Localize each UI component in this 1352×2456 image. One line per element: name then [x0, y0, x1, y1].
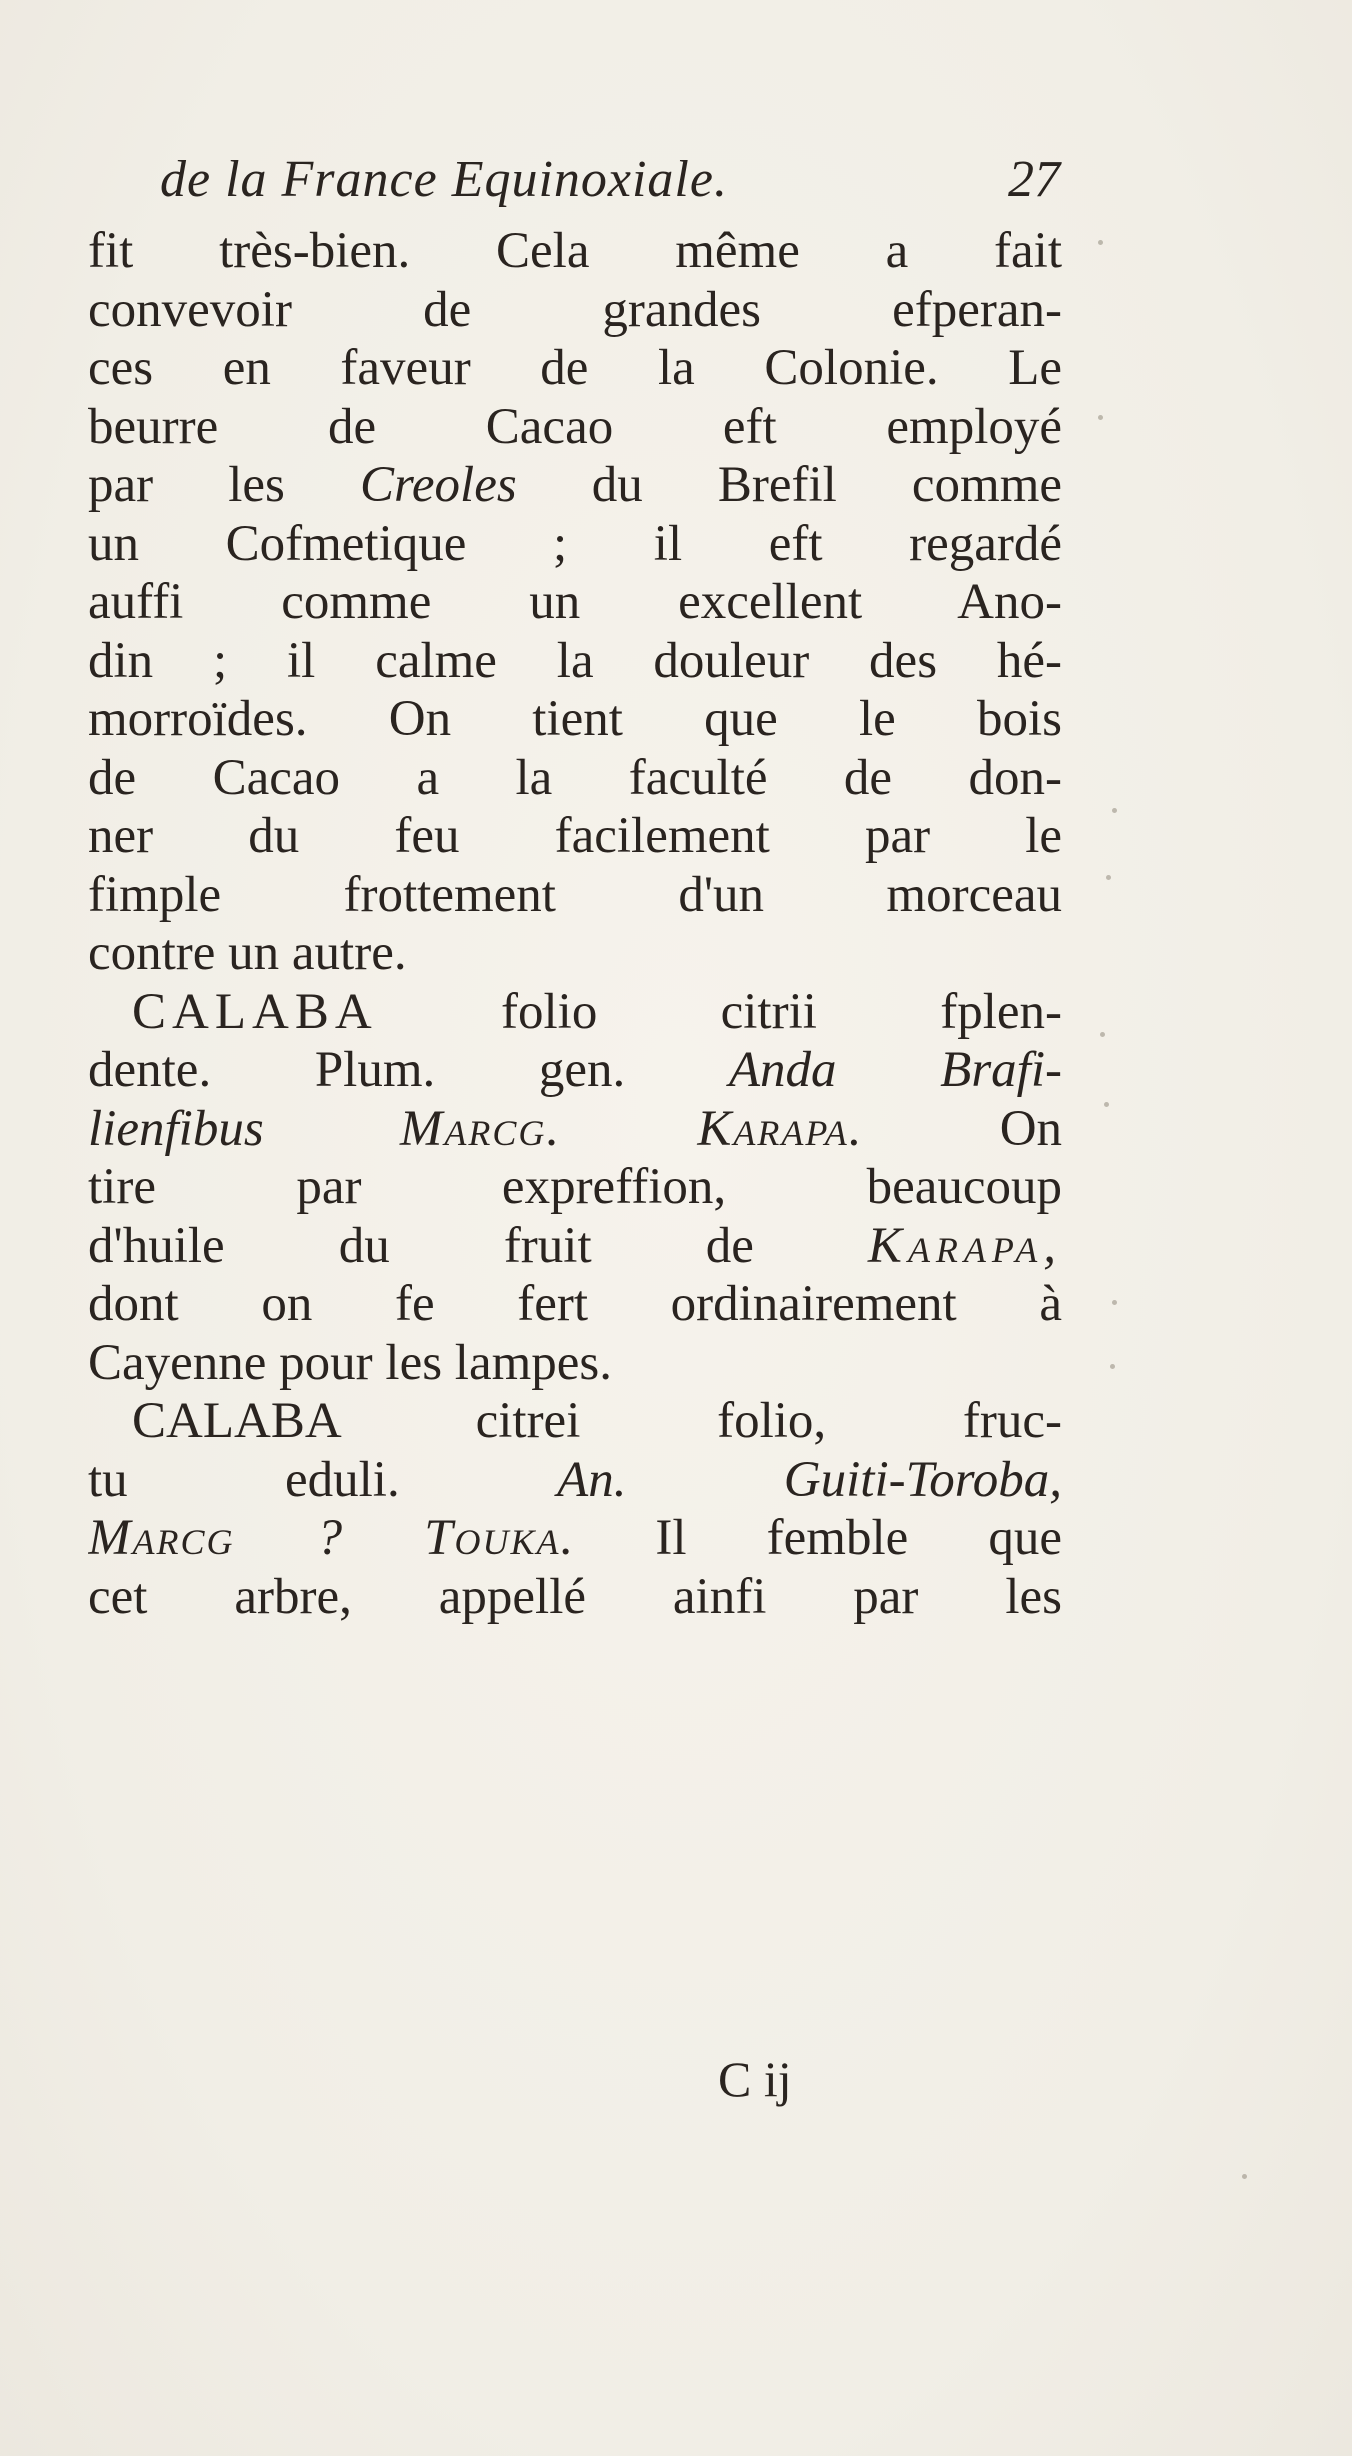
text-line: fit très-bien. Cela même a fait	[88, 223, 1062, 279]
paper-speck	[1100, 1032, 1105, 1037]
paper-speck	[1098, 240, 1103, 245]
author-name: Marcg ?	[88, 1510, 345, 1566]
paper-speck	[1098, 415, 1103, 420]
italic-term: Guiti-Toroba,	[783, 1451, 1062, 1508]
italic-term: Karapa,	[867, 1217, 1062, 1274]
text-line: fimple frottement d'un morceau	[88, 866, 1062, 923]
italic-term: Karapa.	[697, 1100, 864, 1157]
text-line: auffi comme un excellent Ano-	[88, 574, 1062, 630]
paper-speck	[1104, 1102, 1109, 1107]
paper-speck	[1112, 808, 1117, 813]
text-line: morroïdes. On tient que le bois	[88, 691, 1062, 747]
text-line: tu eduli. An. Guiti-Toroba,	[88, 1451, 1062, 1508]
text-line: ner du feu facilement par le	[88, 808, 1062, 864]
running-title: de la France Equinoxiale.	[160, 151, 728, 208]
text-line: d'huile du fruit de Karapa,	[88, 1217, 1062, 1274]
page-header	[160, 150, 1060, 220]
italic-term: Anda Brafi-	[728, 1042, 1062, 1098]
text-line: din ; il calme la douleur des hé-	[88, 632, 1062, 689]
body-text	[88, 222, 1062, 1626]
paper-speck	[1242, 2174, 1247, 2179]
text-line: CALABA folio citrii fplen-	[132, 983, 1062, 1040]
text-line: Cayenne pour les lampes.	[88, 1334, 613, 1391]
text-line: par les Creoles du Brefil comme	[88, 457, 1062, 513]
text-line: convevoir de grandes efperan-	[88, 281, 1062, 338]
text-line: dont on fe fert ordinairement à	[88, 1276, 1062, 1332]
italic-term: Creoles	[359, 457, 517, 513]
entry-heading: CALABA	[132, 983, 378, 1040]
author-name: Marcg.	[399, 1100, 562, 1157]
text-line: dente. Plum. gen. Anda Brafi-	[88, 1042, 1062, 1098]
italic-term: Touka.	[424, 1510, 576, 1566]
text-line: contre un autre.	[88, 925, 407, 981]
page-number: 27	[1008, 151, 1060, 208]
paper-speck	[1110, 1364, 1115, 1369]
text-line: cet arbre, appellé ainfi par les	[88, 1568, 1062, 1625]
text-line: beurre de Cacao eft employé	[88, 398, 1062, 455]
text-line	[88, 1392, 1062, 1451]
text-line: lienfibus Marcg. Karapa. On	[88, 1100, 1062, 1157]
signature-mark: C ij	[718, 2051, 792, 2107]
italic-term: An.	[557, 1451, 627, 1508]
text-line: Marcg ? Touka. Il femble que	[88, 1510, 1062, 1566]
paper-speck	[1112, 1300, 1117, 1305]
italic-term: lienfibus	[88, 1100, 264, 1157]
paper-speck	[1106, 875, 1111, 880]
entry-heading: CALABA citrei folio, fruc-	[132, 1393, 1062, 1449]
text-line: de Cacao a la faculté de don-	[88, 749, 1062, 806]
text-line: tire par expreffion, beaucoup	[88, 1159, 1062, 1215]
text-line: ces en faveur de la Colonie. Le	[88, 340, 1062, 396]
text-line: un Cofmetique ; il eft regardé	[88, 515, 1062, 572]
